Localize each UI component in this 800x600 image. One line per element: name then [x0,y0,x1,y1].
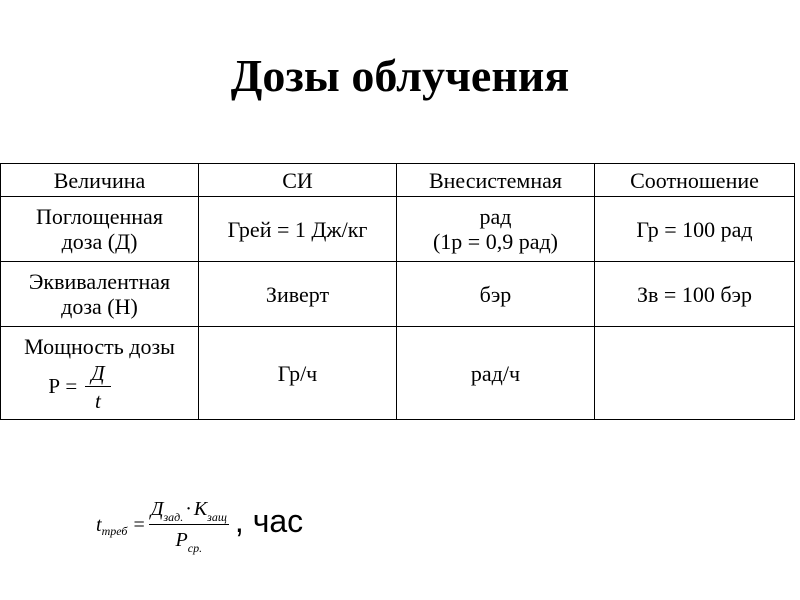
cell-equivalent-name [1,262,199,327]
time-formula-lhs-var: t [96,513,102,536]
time-formula-num-sub2: защ [207,510,227,524]
table-header-row [1,164,795,197]
header-si: СИ [199,164,397,197]
table-row-dose-power [1,327,795,420]
equivalent-name-line1: Эквивалентная [28,269,171,294]
power-name-label: Мощность дозы [24,333,175,359]
time-formula-dot: · [185,498,192,520]
time-formula-fraction [149,498,229,555]
cell-equivalent-nonsystem: бэр [397,262,595,327]
time-formula-lhs-sub: треб [101,523,128,538]
header-quantity: Величина [1,164,199,197]
header-nonsystem: Внесистемная [397,164,595,197]
time-formula-num-var1: Д [150,498,164,520]
equivalent-name-line2: доза (Н) [61,294,138,319]
cell-absorbed-ratio: Гр = 100 рад [595,197,795,262]
power-formula-numerator: Д [85,361,110,387]
absorbed-name-line1: Поглощенная [36,204,163,229]
cell-absorbed-nonsystem [397,197,595,262]
cell-power-ratio [595,327,795,420]
table-row-equivalent-dose [1,262,795,327]
absorbed-nonsystem-line1: рад [479,204,512,229]
cell-power-nonsystem: рад/ч [397,327,595,420]
cell-absorbed-si: Грей = 1 Дж/кг [199,197,397,262]
power-formula-denominator: t [94,388,101,413]
page-title: Дозы облучения [230,50,570,101]
power-formula-lhs: Р = [48,374,78,398]
cell-equivalent-ratio: Зв = 100 бэр [595,262,795,327]
header-ratio: Соотношение [595,164,795,197]
time-formula-den-var: Р [175,529,188,551]
time-formula-denominator [175,525,203,555]
time-formula-den-sub: ср. [187,541,203,555]
cell-power-name [1,327,199,420]
power-formula [48,361,110,413]
cell-equivalent-si: Зиверт [199,262,397,327]
dose-table [0,163,795,420]
absorbed-nonsystem-line2: (1р = 0,9 рад) [432,229,559,254]
time-formula-num-sub1: зад. [163,510,184,524]
time-formula-equals: = [133,513,145,536]
time-formula-num-var2: К [193,498,208,520]
absorbed-name-line2: доза (Д) [61,229,138,254]
time-formula-numerator [149,498,229,525]
table-row-absorbed-dose [1,197,795,262]
time-formula-unit: , час [234,502,304,539]
cell-power-si: Гр/ч [199,327,397,420]
power-formula-fraction [85,361,110,413]
cell-absorbed-name [1,197,199,262]
required-time-formula [96,498,304,555]
